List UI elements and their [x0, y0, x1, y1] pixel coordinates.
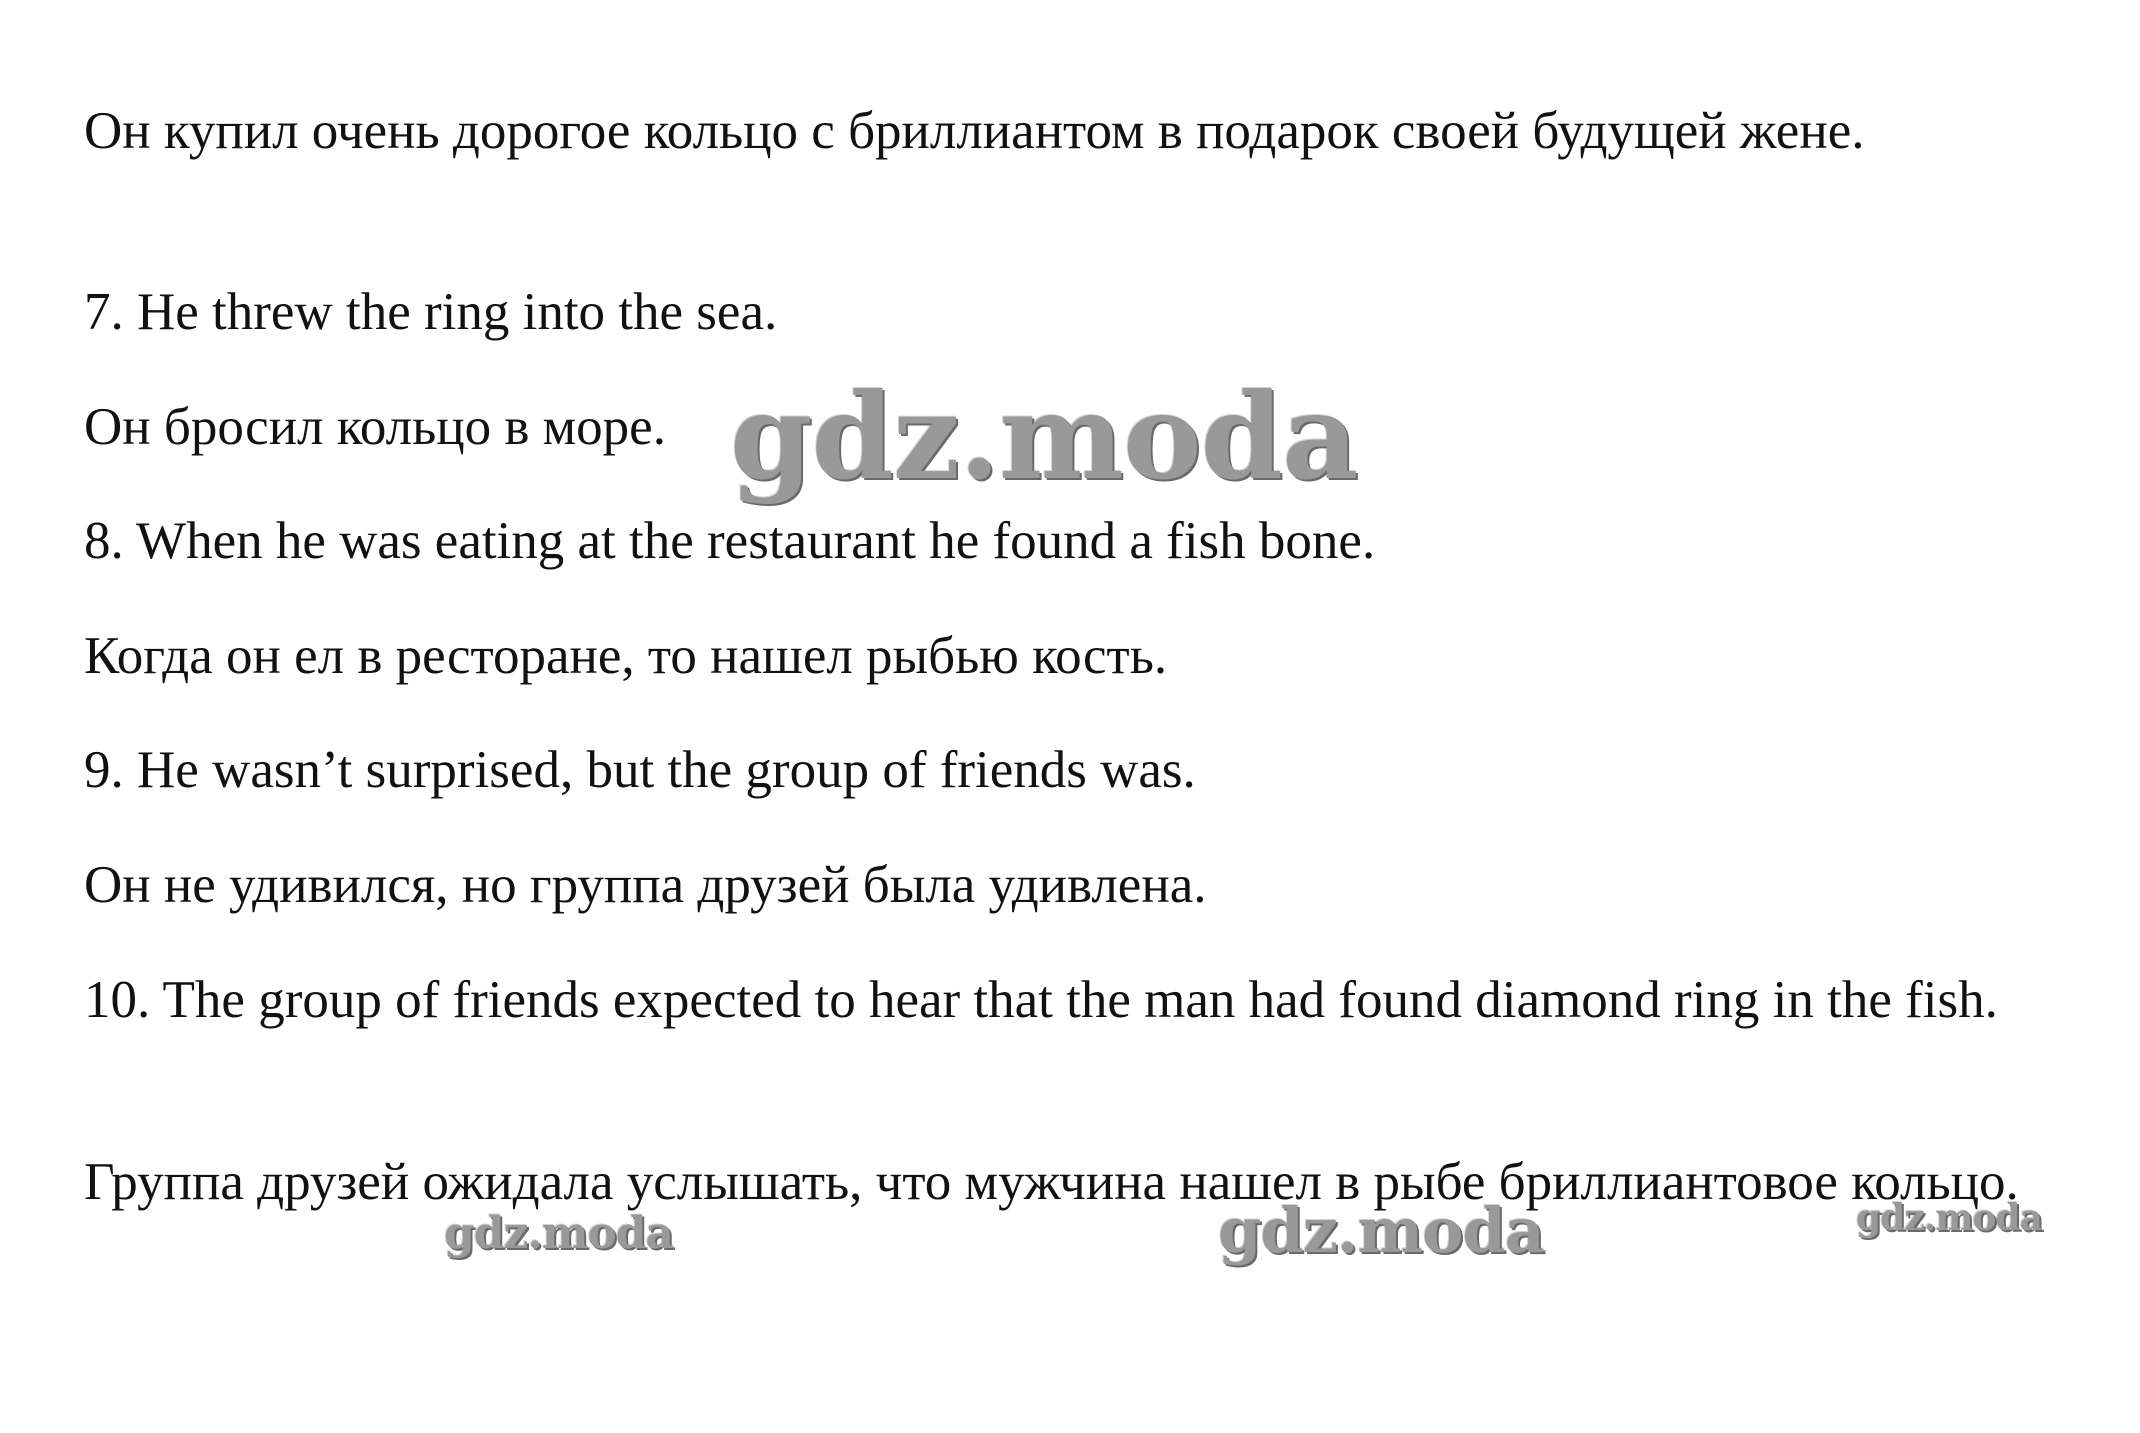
- paragraph-translation-6: Он купил очень дорогое кольцо с бриллиантом в подарок своей будущей жене.: [84, 102, 1865, 160]
- watermark-small-left: gdz.moda: [444, 1208, 674, 1259]
- watermark-middle: gdz.moda: [1218, 1194, 1544, 1267]
- watermark-large: gdz.moda: [730, 367, 1358, 506]
- paragraph-sentence-8: 8. When he was eating at the restaurant he found a fish bone.: [84, 512, 1376, 570]
- paragraph-sentence-9: 9. He wasn’t surprised, but the group of friends was.: [84, 741, 1196, 799]
- paragraph-sentence-7: 7. He threw the ring into the sea.: [84, 283, 778, 341]
- paragraph-translation-8: Когда он ел в ресторане, то нашел рыбью кость.: [84, 627, 1168, 685]
- paragraph-translation-10: Группа друзей ожидала услышать, что мужчина нашел в рыбе бриллиантовое кольцо.: [84, 1153, 2019, 1211]
- paragraph-translation-9: Он не удивился, но группа друзей была удивлена.: [84, 856, 1207, 914]
- paragraph-sentence-10: 10. The group of friends expected to hear that the man had found diamond ring in the fish.: [84, 971, 1998, 1029]
- paragraph-translation-7: Он бросил кольцо в море.: [84, 398, 666, 456]
- watermark-small-right: gdz.moda: [1856, 1197, 2042, 1239]
